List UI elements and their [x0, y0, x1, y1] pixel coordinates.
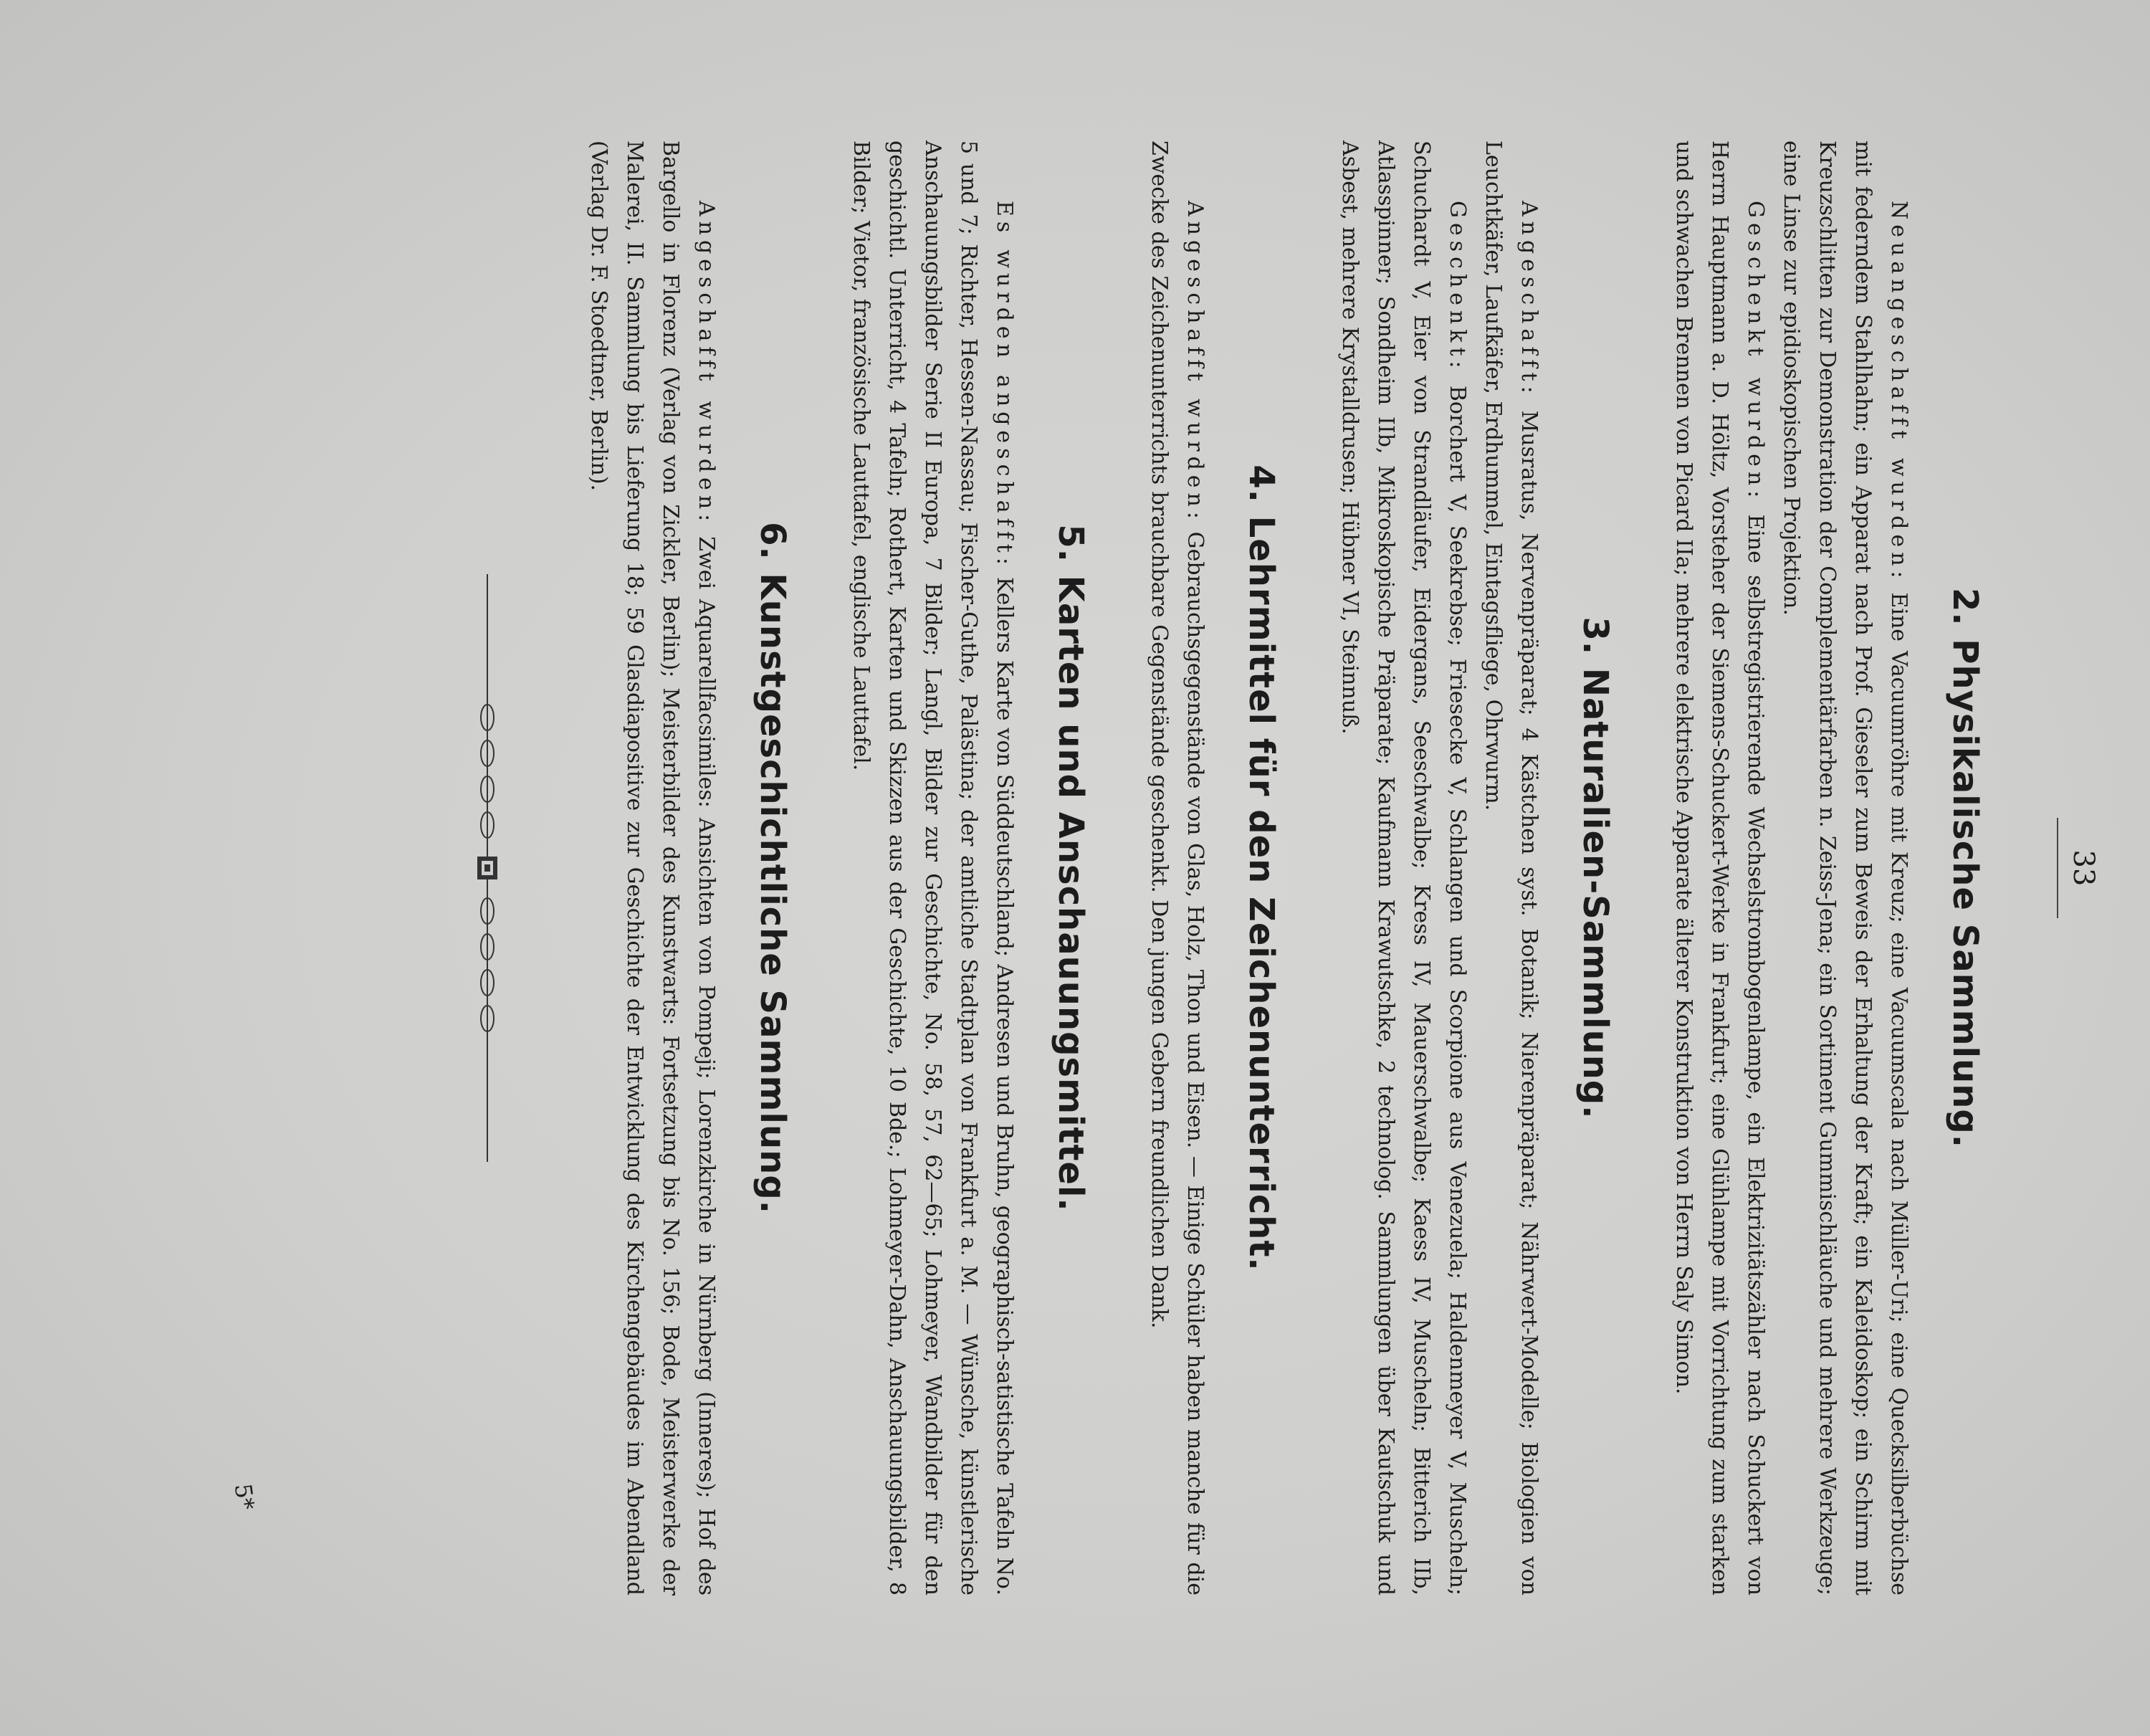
section-naturalien-sammlung — [1332, 140, 1615, 1596]
section-karten-anschauungsmittel — [843, 140, 1091, 1596]
page-number: 33 — [2057, 818, 2100, 918]
paragraph-lead: Geschenkt wurden: — [1743, 201, 1768, 503]
paragraph-lead: Es wurden angeschafft: — [992, 201, 1017, 570]
paragraph-text: Zwei Aquarellfacsimiles: Ansichten von Pompeji; Lorenzkirche in Nürnberg (Inneres); Hof des Bargello in Florenz (Verlag von Zickler, Berlin); Meisterbilder des Kunstwarts: Fortsetzung bis No. 156; Bode, Meisterwerke der Malerei, II. Sammlung bis Lieferung 18; 59 Glasdiapositive zur Geschichte der Entwicklung des Kirchengebäudes im Abendland (Verlag Dr. F. Stoedtner, Berlin). — [586, 140, 719, 1596]
section-heading: 3. Naturalien-Sammlung. — [1575, 616, 1615, 1120]
section-heading: 2. Physikalische Sammlung. — [1945, 587, 1985, 1149]
paragraph — [580, 140, 724, 1596]
decorative-ornament-icon — [473, 574, 502, 1162]
paragraph — [1475, 140, 1547, 1596]
paragraph-lead: Angeschafft wurden: — [694, 201, 719, 527]
paragraph-lead: Geschenkt: — [1445, 201, 1470, 373]
section-physikalische-sammlung — [1666, 140, 1985, 1596]
paragraph — [1332, 140, 1475, 1596]
paragraph — [1141, 140, 1213, 1596]
paragraph-text: Gebrauchsgegenstände von Glas, Holz, Thon und Eisen. — Einige Schüler haben manche für die Zwecke des Zeichenunterrichts brauchbare Gegenstände geschenkt. Den jungen Gebern freundlichen Dank. — [1147, 140, 1208, 1596]
signature-mark: 5* — [229, 1482, 260, 1512]
paragraph-text: Musratus, Nervenpräparat; 4 Kästchen syst. Botanik; Nierenpräparat; Nährwert-Modelle; Biologien von Leuchtkäfer, Laufkäfer, Erdhummel, Eintagsfliege, Ohrwurm. — [1481, 140, 1542, 1596]
paragraph — [1666, 140, 1773, 1596]
paragraph — [1773, 140, 1916, 1596]
paragraph-text: Eine selbstregistrierende Wechselstrombogenlampe, ein Elektrizitätszähler nach Schuckert von Herrn Hauptmann a. D. Höltz, Vorsteher der Siemens-Schuckert-Werke in Frankfurt; eine Glühlampe mit Vorrichtung zum starken und schwachen Brennen von Picard IIa; mehrere elektrische Apparate älterer Konstruktion von Herrn Saly Simon. — [1671, 140, 1768, 1596]
section-kunstgeschichtliche-sammlung — [580, 140, 793, 1596]
page-content — [473, 140, 2100, 1596]
paragraph-lead: Angeschafft: — [1516, 201, 1542, 399]
paragraph-text: Borchert V, Seekrebse; Friesecke V, Schlangen und Scorpione aus Venezuela; Haldenmeyer V, Muscheln; Schuchardt V, Eier von Strandläufer, Eidergans, Seeschwalbe; Kress IV, Mauerschwalbe; Kaess IV, Muscheln; Bitterich IIb, Atlasspinner; Sondheim IIb, Mikroskopische Präparate; Kaufmann Krawutschke, 2 technolog. Sammlungen über Kautschuk und Asbest, mehrere Krystalldrusen; Hübner VI, Steinnuß. — [1337, 140, 1470, 1596]
section-heading: 5. Karten und Anschauungsmittel. — [1051, 524, 1091, 1212]
section-lehrmittel-zeichenunterricht — [1141, 140, 1281, 1596]
paragraph-text: Kellers Karte von Süddeutschland; Andresen und Bruhn, geographisch-satistische Tafeln No. 5 und 7; Richter, Hessen-Nassau; Fischer-Guthe, Palästina; der amtliche Stadtplan von Frankfurt a. M. — Wünsche, künstlerische Anschauungsbilder Serie II Europa, 7 Bilder; Langl, Bilder zur Geschichte, No. 58, 57, 62—65; Lohmeyer, Wandbilder für den geschichtl. Unterricht, 4 Tafeln; Rothert, Karten und Skizzen aus der Geschichte, 10 Bde.; Lohmeyer-Dahn, Anschauungsbilder, 8 Bilder; Vietor, französische Lauttafel, englische Lauttafel. — [849, 140, 1017, 1596]
section-heading: 4. Lehrmittel für den Zeichenunterricht. — [1241, 464, 1281, 1272]
paragraph-text: Eine Vacuumröhre mit Kreuz; eine Vacuumscala nach Müller-Uri; eine Quecksilberbüchse mit federndem Stahlhahn; ein Apparat nach Prof. Gieseler zum Beweis der Erhaltung der Kraft; ein Kaleidoskop; ein Schirm mit Kreuzschlitten zur Demonstration der Complementärfarben n. Zeiss-Jena; ein Sortiment Gummischläuche und mehrere Werkzeuge; eine Linse zur epidioskopischen Projektion. — [1779, 140, 1911, 1596]
section-heading: 6. Kunstgeschichtliche Sammlung. — [752, 522, 793, 1214]
paragraph — [843, 140, 1022, 1596]
paragraph-lead: Angeschafft wurden: — [1182, 201, 1208, 524]
paragraph-lead: Neuangeschafft wurden: — [1886, 201, 1911, 583]
